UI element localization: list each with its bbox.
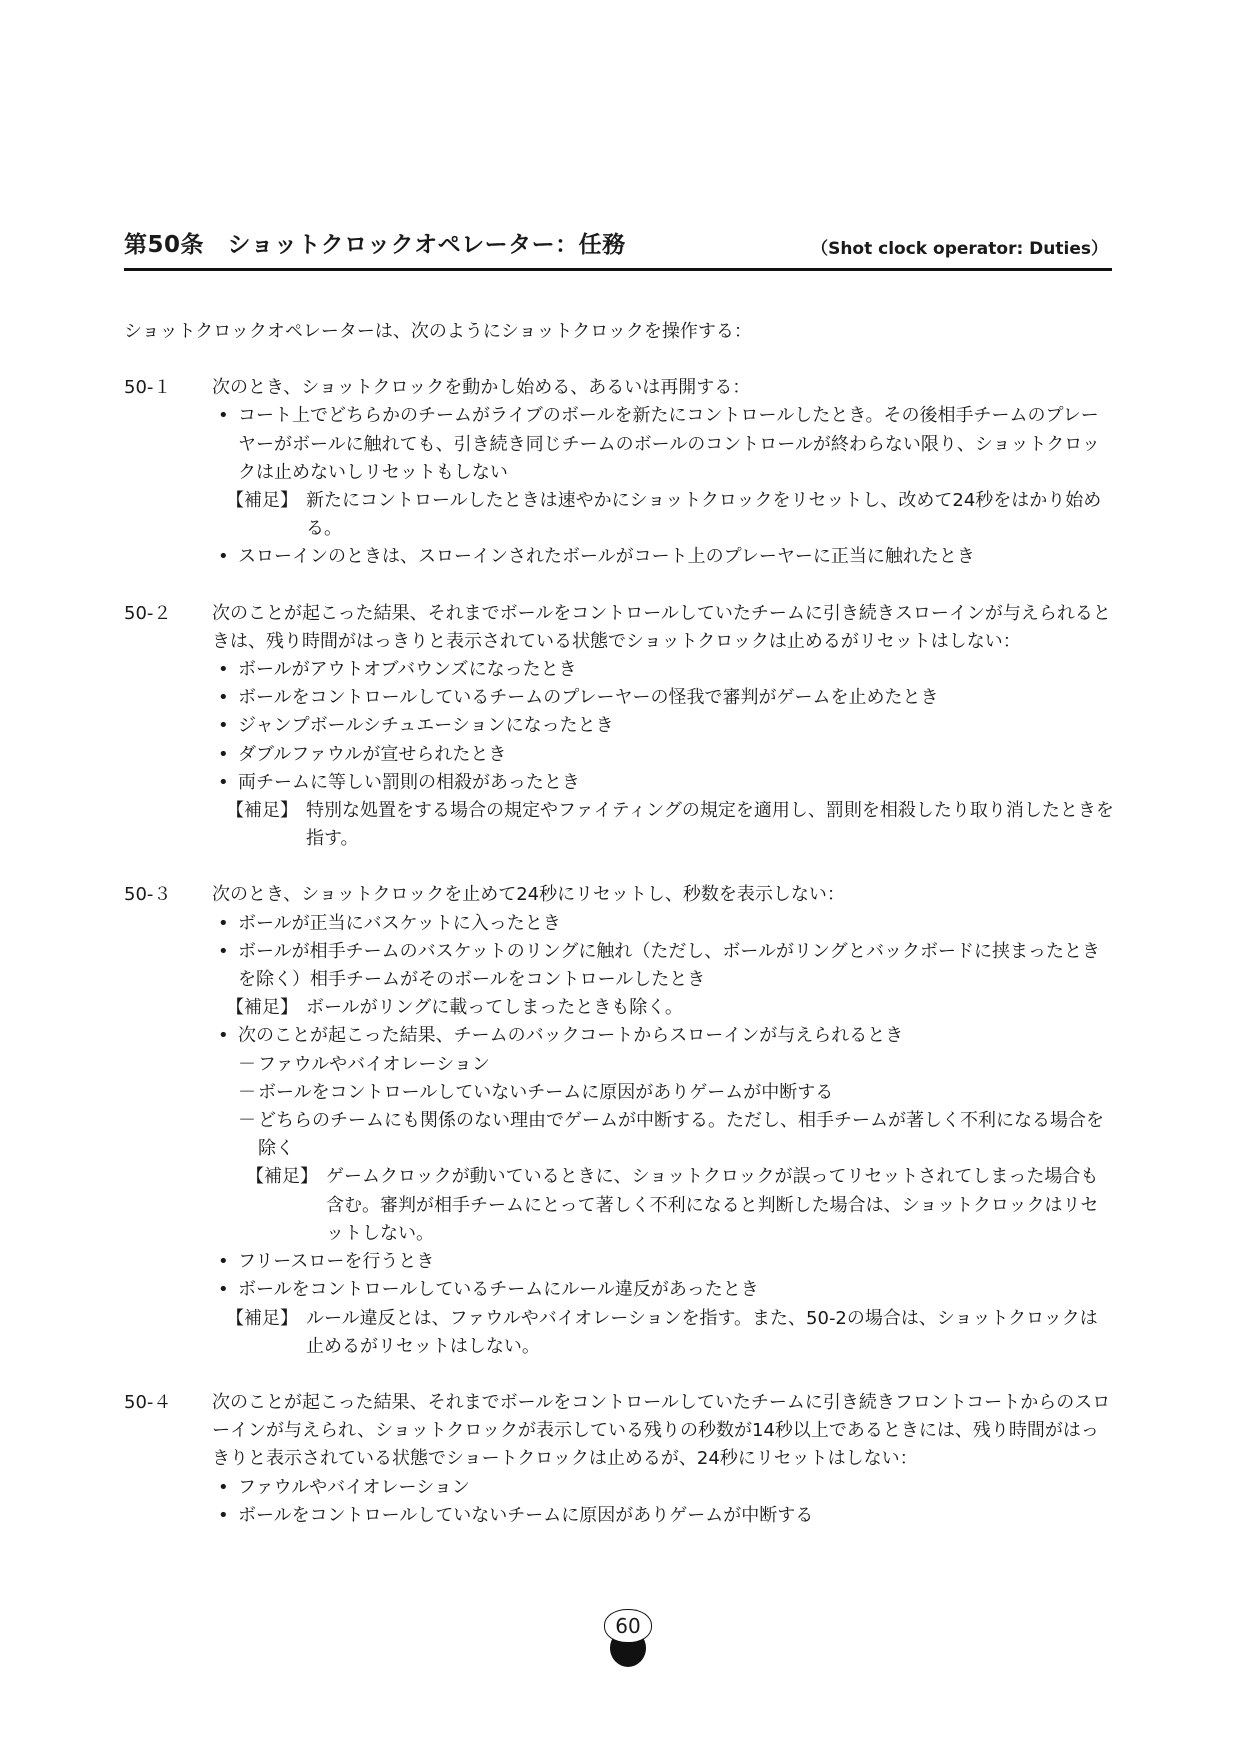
supplement-label: 【補足】	[246, 1166, 318, 1188]
supplement-note	[246, 1163, 1114, 1248]
supplement-note	[226, 994, 1114, 1022]
section-lead: 次のことが起こった結果、それまでボールをコントロールしていたチームに引き続きスローインが与えられるときは、残り時間がはっきりと表示されている状態でショットクロックは止めるがリセットはしない：	[212, 602, 1111, 652]
page-footer	[604, 1609, 652, 1671]
intro-paragraph: ショットクロックオペレーターは、次のようにショットクロックを操作する：	[124, 321, 752, 342]
section-50-1	[124, 374, 1114, 571]
article-header	[124, 222, 1112, 271]
section-number: 50-３	[124, 884, 172, 906]
list-item: • ボールをコントロールしていないチームに原因がありゲームが中断する	[218, 1502, 1114, 1530]
supplement-text: ルール違反とは、ファウルやバイオレーションを指す。また、50-2の場合は、ショットクロックは止めるがリセットはしない。	[306, 1307, 1098, 1357]
list-item: • ボールが相手チームのバスケットのリングに触れ（ただし、ボールがリングとバックボードに挟まったときを除く）相手チームがそのボールをコントロールしたとき	[218, 938, 1114, 994]
article-subtitle: （Shot clock operator: Duties）	[811, 239, 1108, 259]
section-number: 50-１	[124, 377, 172, 399]
list-item: • ジャンプボールシチュエーションになったとき	[218, 712, 1114, 740]
supplement-note	[226, 1305, 1114, 1361]
supplement-text: 新たにコントロールしたときは速やかにショットクロックをリセットし、改めて24秒をはかり始める。	[306, 490, 1102, 540]
section-lead: 次のことが起こった結果、それまでボールをコントロールしていたチームに引き続きフロントコートからのスローインが与えられ、ショットクロックが表示している残りの秒数が14秒以上であるときには、残り時間がはっきりと表示されている状態でショートクロックは止めるが、24秒にリセットはしない：	[212, 1391, 1111, 1470]
section-50-4	[124, 1389, 1114, 1530]
supplement-text: ゲームクロックが動いているときに、ショットクロックが誤ってリセットされてしまった場合も含む。審判が相手チームにとって著しく不利になると判断した場合は、ショットクロックはリセットしない。	[326, 1166, 1099, 1244]
list-item: • 次のことが起こった結果、チームのバックコートからスローインが与えられるとき	[218, 1022, 1114, 1050]
supplement-label: 【補足】	[226, 1307, 298, 1329]
list-item: • フリースローを行うとき	[218, 1248, 1114, 1276]
supplement-label: 【補足】	[226, 490, 298, 512]
section-50-3	[124, 881, 1114, 1360]
section-number: 50-２	[124, 602, 172, 624]
list-item: • コート上でどちらかのチームがライブのボールを新たにコントロールしたとき。その後相手チームのプレーヤーがボールに触れても、引き続き同じチームのボールのコントロールが終わらない限り、ショットクロックは止めないしリセットもしない	[218, 402, 1114, 487]
list-item: • 両チームに等しい罰則の相殺があったとき	[218, 769, 1114, 797]
section-number: 50-４	[124, 1391, 172, 1413]
section-lead: 次のとき、ショットクロックを動かし始める、あるいは再開する：	[212, 377, 751, 399]
supplement-label: 【補足】	[226, 800, 298, 822]
sub-list-item: － どちらのチームにも関係のない理由でゲームが中断する。ただし、相手チームが著しく不利になる場合を除く	[238, 1107, 1114, 1163]
article-title: 第50条 ショットクロックオペレーター：任務	[124, 232, 626, 258]
section-lead: 次のとき、ショットクロックを止めて24秒にリセットし、秒数を表示しない：	[212, 884, 845, 906]
supplement-text: ボールがリングに載ってしまったときも除く。	[306, 997, 683, 1019]
page-number: 60	[604, 1609, 652, 1643]
list-item: • ファウルやバイオレーション	[218, 1474, 1114, 1502]
list-item: • ボールが正当にバスケットに入ったとき	[218, 910, 1114, 938]
supplement-text: 特別な処置をする場合の規定やファイティングの規定を適用し、罰則を相殺したり取り消したときを指す。	[306, 800, 1114, 850]
supplement-note	[226, 487, 1114, 543]
list-item: • スローインのときは、スローインされたボールがコート上のプレーヤーに正当に触れたとき	[218, 543, 1114, 571]
list-item: • ボールがアウトオブバウンズになったとき	[218, 656, 1114, 684]
supplement-label: 【補足】	[226, 997, 298, 1019]
list-item: • ダブルファウルが宣せられたとき	[218, 741, 1114, 769]
section-50-2	[124, 600, 1114, 854]
list-item: • ボールをコントロールしているチームのプレーヤーの怪我で審判がゲームを止めたとき	[218, 684, 1114, 712]
sub-list-item: － ファウルやバイオレーション	[238, 1051, 1114, 1079]
article-body	[124, 318, 1114, 1558]
sub-list-item: － ボールをコントロールしていないチームに原因がありゲームが中断する	[238, 1079, 1114, 1107]
list-item: • ボールをコントロールしているチームにルール違反があったとき	[218, 1276, 1114, 1304]
supplement-note	[226, 797, 1114, 853]
